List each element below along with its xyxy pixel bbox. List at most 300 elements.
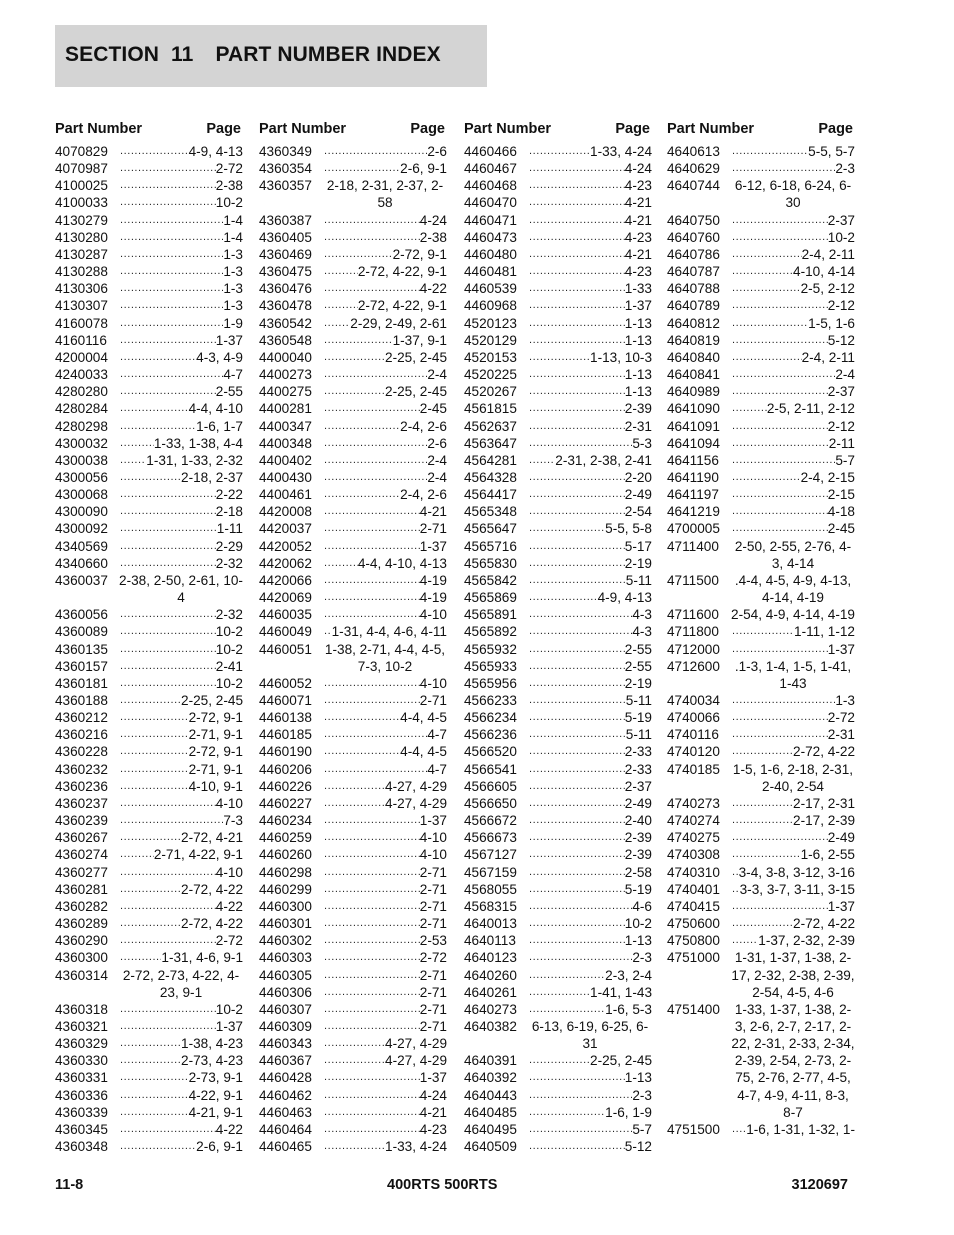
- dot-leader: [119, 503, 216, 520]
- dot-leader: [119, 1001, 216, 1018]
- part-number: 4360216: [55, 727, 108, 743]
- dot-leader: [528, 915, 625, 932]
- page-references: 2-38: [419, 229, 447, 245]
- dot-leader: [119, 795, 216, 812]
- part-number: 4640113: [464, 933, 516, 949]
- dot-leader: [119, 400, 189, 417]
- dot-leader: [323, 212, 420, 229]
- page-references: 4-23: [419, 1121, 447, 1137]
- index-row: [464, 297, 652, 314]
- dot-leader: [528, 726, 626, 743]
- part-number: 4460052: [259, 675, 312, 691]
- page-references: 2-20: [624, 469, 652, 485]
- dot-leader: [119, 658, 216, 675]
- page-references: 1-11: [216, 521, 243, 537]
- index-row: [55, 1104, 243, 1121]
- part-number: 4641090: [667, 401, 720, 417]
- dot-leader: [119, 881, 181, 898]
- part-number: 4360300: [55, 950, 108, 966]
- page-references: 2-53: [419, 933, 447, 949]
- page-references: 1-6, 1-7: [196, 418, 243, 434]
- index-row: [259, 915, 447, 932]
- part-number: 4565956: [464, 675, 517, 691]
- part-number: 4711800: [667, 624, 719, 640]
- dot-leader: [528, 315, 625, 332]
- page-references: 1-13: [624, 367, 652, 383]
- index-row: [464, 503, 652, 520]
- index-row: [55, 366, 243, 383]
- index-row: [667, 932, 855, 949]
- part-number: 4460226: [259, 778, 312, 794]
- part-number: 4360281: [55, 881, 108, 897]
- dot-leader: [119, 1069, 189, 1086]
- index-row: [259, 641, 447, 675]
- page-references: 4-24: [419, 1087, 447, 1103]
- page-references: 2-19: [624, 555, 652, 571]
- part-number: 4420069: [259, 590, 312, 606]
- index-row: [55, 743, 243, 760]
- part-number: 4460071: [259, 693, 312, 708]
- part-number: 4360548: [259, 332, 312, 348]
- part-number: 4400430: [259, 469, 312, 485]
- part-number: 4712000: [667, 641, 720, 657]
- part-number: 4711400: [667, 538, 719, 554]
- dot-leader: [119, 915, 181, 932]
- index-row: [55, 418, 243, 435]
- index-row: [55, 160, 243, 177]
- index-row: [464, 949, 652, 966]
- page-references: 1-9: [223, 315, 243, 331]
- index-row: [259, 1104, 447, 1121]
- index-rows: [55, 143, 243, 1155]
- dot-leader: [731, 795, 793, 812]
- page-references: 2-32: [215, 607, 243, 623]
- index-row: [667, 829, 855, 846]
- dot-leader: [119, 520, 217, 537]
- dot-leader: [119, 1018, 216, 1035]
- dot-leader: [119, 864, 216, 881]
- index-row: [259, 297, 447, 314]
- page-references: 2-72: [827, 710, 855, 726]
- index-row: [259, 967, 447, 984]
- part-number: 4740034: [667, 693, 720, 708]
- dot-leader: [528, 1121, 632, 1138]
- page-references: 2-4: [427, 469, 447, 485]
- page-references: 2-72, 4-22: [793, 744, 855, 760]
- index-row: [464, 846, 652, 863]
- part-number: 4565869: [464, 590, 517, 606]
- page-references: 2-25, 2-45: [181, 693, 243, 708]
- index-row: [667, 761, 855, 795]
- page-references: 2-45: [419, 401, 447, 417]
- index-row: [259, 675, 447, 692]
- dot-leader: [323, 778, 385, 795]
- page-references: 4-23: [624, 229, 652, 245]
- index-row: [464, 1069, 652, 1086]
- dot-leader: [323, 864, 420, 881]
- dot-leader: [119, 898, 216, 915]
- page-references: 2-72, 4-22: [181, 881, 243, 897]
- page-references: 1-33, 4-24: [385, 1139, 447, 1155]
- index-row: [464, 366, 652, 383]
- page-references: 4-10: [419, 847, 447, 863]
- column-header: [464, 119, 652, 143]
- page-references: 4-10, 4-14: [793, 264, 855, 280]
- page-references: 4-27, 4-29: [385, 1036, 447, 1052]
- index-row: [259, 452, 447, 469]
- index-row: [464, 1087, 652, 1104]
- page-references: 1-4: [223, 229, 243, 245]
- page-references: 2-6, 9-1: [400, 161, 447, 177]
- page-references: 10-2: [624, 916, 652, 932]
- part-number-heading: Part Number: [55, 121, 143, 137]
- index-row: [464, 589, 652, 606]
- part-number: 4400402: [259, 452, 312, 468]
- index-row: [55, 349, 243, 366]
- part-number: 4565892: [464, 624, 517, 640]
- dot-leader: [323, 469, 427, 486]
- part-number: 4460299: [259, 881, 312, 897]
- index-row: [667, 503, 855, 520]
- page-references: 2-54, 4-9, 4-14, 4-19: [731, 607, 855, 623]
- page-references: 2-25, 2-45: [590, 1053, 652, 1069]
- page-references: 1-3: [223, 281, 243, 297]
- page-references: 2-72, 4-21: [181, 830, 243, 846]
- dot-leader: [323, 246, 393, 263]
- part-number: 4420008: [259, 504, 312, 520]
- dot-leader: [528, 383, 625, 400]
- dot-leader: [119, 194, 216, 211]
- page-references: 2-72: [419, 950, 447, 966]
- column-header: [55, 119, 243, 143]
- page-references: 2-4, 2-6: [400, 418, 447, 434]
- index-row: [259, 1069, 447, 1086]
- dot-leader: [119, 812, 223, 829]
- part-number: 4130307: [55, 298, 108, 314]
- page-references: 6-12, 6-18, 6-24, 6-30: [734, 178, 852, 211]
- dot-leader: [119, 160, 216, 177]
- index-row: [259, 246, 447, 263]
- part-number: 4566233: [464, 693, 517, 708]
- part-number: 4640613: [667, 144, 720, 159]
- index-row: [259, 1035, 447, 1052]
- dot-leader: [119, 280, 223, 297]
- page-references: 1-13: [624, 384, 652, 400]
- page-references: 2-31: [624, 418, 652, 434]
- page-references: 2-72, 4-22, 9-1: [357, 264, 447, 280]
- dot-leader: [731, 229, 828, 246]
- dot-leader: [323, 812, 420, 829]
- dot-leader: [528, 246, 625, 263]
- dot-leader: [731, 280, 801, 297]
- part-number: 4460049: [259, 624, 312, 640]
- page-references: 4-10: [419, 607, 447, 623]
- index-row: [55, 761, 243, 778]
- part-number: 4640744: [667, 178, 720, 194]
- page-references: 5-19: [624, 710, 652, 726]
- dot-leader: [528, 177, 625, 194]
- dot-leader: [323, 280, 420, 297]
- index-row: [667, 297, 855, 314]
- index-row: [55, 829, 243, 846]
- index-row: [464, 967, 652, 984]
- page-references: 1-5, 1-6: [808, 315, 855, 331]
- index-row: [464, 692, 652, 709]
- index-row: [55, 452, 243, 469]
- index-row: [667, 263, 855, 280]
- part-number: 4520267: [464, 384, 517, 400]
- page-references: 2-3: [632, 950, 652, 966]
- dot-leader: [119, 1035, 181, 1052]
- part-number: 4460259: [259, 830, 312, 846]
- index-row: [55, 658, 243, 675]
- part-number: 4360336: [55, 1087, 108, 1103]
- index-row: [464, 898, 652, 915]
- index-row: [55, 435, 243, 452]
- page-references: 5-11: [625, 727, 652, 743]
- part-number: 4751400: [667, 1001, 720, 1017]
- part-number: 4360330: [55, 1053, 108, 1069]
- dot-leader: [731, 297, 828, 314]
- dot-leader: [119, 692, 181, 709]
- part-number: 4567159: [464, 864, 517, 880]
- index-row: [259, 400, 447, 417]
- dot-leader: [323, 1001, 420, 1018]
- index-row: [259, 1018, 447, 1035]
- page-references: 4-7: [427, 727, 447, 743]
- index-row: [55, 332, 243, 349]
- part-number: 4640787: [667, 264, 720, 280]
- part-number: 4360349: [259, 144, 312, 159]
- index-column-1: [55, 119, 243, 1155]
- column-header: [259, 119, 447, 143]
- page-references: 2-72: [215, 933, 243, 949]
- index-row: [55, 263, 243, 280]
- dot-leader: [528, 469, 625, 486]
- index-row: [55, 400, 243, 417]
- index-row: [464, 726, 652, 743]
- index-row: [259, 795, 447, 812]
- dot-leader: [528, 520, 605, 537]
- part-number: 4565933: [464, 658, 517, 674]
- page-references: 4-21, 9-1: [188, 1104, 243, 1120]
- index-row: [55, 692, 243, 709]
- dot-leader: [119, 297, 223, 314]
- page-references: 1-13: [624, 1070, 652, 1086]
- part-number: 4400348: [259, 435, 312, 451]
- index-row: [259, 418, 447, 435]
- dot-leader: [323, 1138, 385, 1155]
- page-references: 4-23: [624, 178, 652, 194]
- part-number: 4460428: [259, 1070, 312, 1086]
- index-row: [55, 726, 243, 743]
- index-row: [464, 881, 652, 898]
- part-number: 4640789: [667, 298, 720, 314]
- page-references: 2-6: [427, 144, 447, 159]
- dot-leader: [119, 418, 196, 435]
- dot-leader: [323, 726, 427, 743]
- dot-leader: [119, 486, 216, 503]
- part-number: 4360089: [55, 624, 108, 640]
- page-references: 2-55: [624, 658, 652, 674]
- dot-leader: [528, 1138, 625, 1155]
- index-row: [55, 932, 243, 949]
- page-references: 1-5, 1-6, 2-18, 2-31, 2-40, 2-54: [732, 761, 854, 794]
- index-row: [55, 949, 243, 966]
- dot-leader: [528, 435, 632, 452]
- index-row: [55, 212, 243, 229]
- index-row: [55, 1087, 243, 1104]
- page-references: 4-3: [632, 624, 652, 640]
- part-number: 4360239: [55, 813, 108, 829]
- dot-leader: [731, 1121, 746, 1138]
- page-references: 2-50, 2-55, 2-76, 4-3, 4-14: [734, 538, 852, 571]
- dot-leader: [731, 469, 801, 486]
- dot-leader: [528, 606, 632, 623]
- index-row: [464, 486, 652, 503]
- part-number: 4300090: [55, 504, 108, 520]
- dot-leader: [731, 452, 835, 469]
- section-label: SECTION: [65, 43, 160, 66]
- index-row: [259, 435, 447, 452]
- part-number: 4360475: [259, 264, 312, 280]
- part-number: 4130280: [55, 229, 108, 245]
- dot-leader: [731, 263, 793, 280]
- page-references: .1-3, 1-4, 1-5, 1-41, 1-43: [734, 658, 852, 691]
- part-number: 4460051: [259, 641, 312, 657]
- index-row: [259, 555, 447, 572]
- dot-leader: [119, 709, 189, 726]
- part-number: 4740120: [667, 744, 720, 760]
- index-row: [667, 881, 855, 898]
- part-number: 4750600: [667, 916, 720, 932]
- page-references: 2-71: [419, 967, 447, 983]
- page-references: 4-27, 4-29: [385, 1053, 447, 1069]
- page-references: 2-11: [828, 435, 855, 451]
- dot-leader: [528, 332, 625, 349]
- dot-leader: [323, 761, 427, 778]
- part-number: 4360321: [55, 1018, 108, 1034]
- dot-leader: [528, 623, 632, 640]
- part-number: 4564281: [464, 452, 517, 468]
- page-references: 1-37: [827, 898, 855, 914]
- page-references: 2-71: [419, 864, 447, 880]
- page-references: 4-4, 4-5: [400, 710, 447, 726]
- part-number: 4400347: [259, 418, 312, 434]
- page-references: 2-17, 2-31: [793, 795, 855, 811]
- page-references: 5-7: [835, 452, 855, 468]
- page-references: 2-38: [215, 178, 243, 194]
- page-references: 2-55: [215, 384, 243, 400]
- page-references: 4-10: [419, 830, 447, 846]
- index-row: [55, 246, 243, 263]
- index-row: [55, 812, 243, 829]
- page-references: 2-73, 9-1: [188, 1070, 243, 1086]
- page-references: 1-37, 9-1: [392, 332, 447, 348]
- dot-leader: [731, 726, 828, 743]
- index-row: [464, 229, 652, 246]
- dot-leader: [528, 675, 625, 692]
- index-row: [259, 829, 447, 846]
- index-row: [55, 486, 243, 503]
- page-references: 2-71: [419, 898, 447, 914]
- part-number: 4711500: [667, 572, 719, 588]
- page-references: 2-17, 2-39: [793, 813, 855, 829]
- index-row: [464, 572, 652, 589]
- index-row: [259, 778, 447, 795]
- index-row: [259, 761, 447, 778]
- page-references: 1-37: [419, 813, 447, 829]
- part-number: 4460301: [259, 916, 312, 932]
- part-number: 4360282: [55, 898, 108, 914]
- index-row: [55, 675, 243, 692]
- index-row: [667, 641, 855, 658]
- page-references: 5-17: [624, 538, 652, 554]
- index-row: [55, 623, 243, 640]
- page-references: 2-6, 9-1: [196, 1139, 243, 1155]
- dot-leader: [528, 641, 625, 658]
- page-references: 1-6, 1-31, 1-32, 1-: [746, 1121, 855, 1137]
- page-references: 2-31: [827, 727, 855, 743]
- part-number: 4360357: [259, 178, 312, 194]
- index-row: [55, 555, 243, 572]
- dot-leader: [731, 332, 828, 349]
- index-row: [667, 366, 855, 383]
- page-references: 10-2: [215, 195, 243, 211]
- index-row: [464, 400, 652, 417]
- index-row: [259, 898, 447, 915]
- part-number: 4460298: [259, 864, 312, 880]
- part-number: 4460471: [464, 212, 517, 228]
- page-references: 10-2: [827, 229, 855, 245]
- index-row: [464, 177, 652, 194]
- page-references: 1-37: [419, 538, 447, 554]
- index-row: [464, 418, 652, 435]
- index-row: [259, 280, 447, 297]
- page-references: 4-19: [419, 590, 447, 606]
- part-number: 4460138: [259, 710, 312, 726]
- page-references: 2-40: [624, 813, 652, 829]
- page-references: 5-19: [624, 881, 652, 897]
- part-number: 4460539: [464, 281, 517, 297]
- dot-leader: [119, 623, 216, 640]
- page-references: 4-22: [215, 1121, 243, 1137]
- part-number: 4360274: [55, 847, 108, 863]
- dot-leader: [528, 984, 590, 1001]
- footer-model: 400RTS 500RTS: [387, 1177, 498, 1193]
- dot-leader: [528, 263, 625, 280]
- part-number: 4360236: [55, 778, 108, 794]
- part-number: 4567127: [464, 847, 517, 863]
- index-row: [667, 915, 855, 932]
- dot-leader: [323, 486, 400, 503]
- dot-leader: [731, 743, 793, 760]
- dot-leader: [323, 795, 385, 812]
- page-references: 4-6: [632, 898, 652, 914]
- part-number: 4460185: [259, 727, 312, 743]
- page-references: 4-18: [827, 504, 855, 520]
- dot-leader: [119, 949, 161, 966]
- index-row: [55, 143, 243, 160]
- index-row: [55, 297, 243, 314]
- index-row: [55, 1035, 243, 1052]
- part-number: 4280280: [55, 384, 108, 400]
- index-row: [464, 606, 652, 623]
- index-row: [55, 194, 243, 211]
- page-references: 2-54: [624, 504, 652, 520]
- dot-leader: [731, 349, 802, 366]
- part-number: 4750800: [667, 933, 720, 949]
